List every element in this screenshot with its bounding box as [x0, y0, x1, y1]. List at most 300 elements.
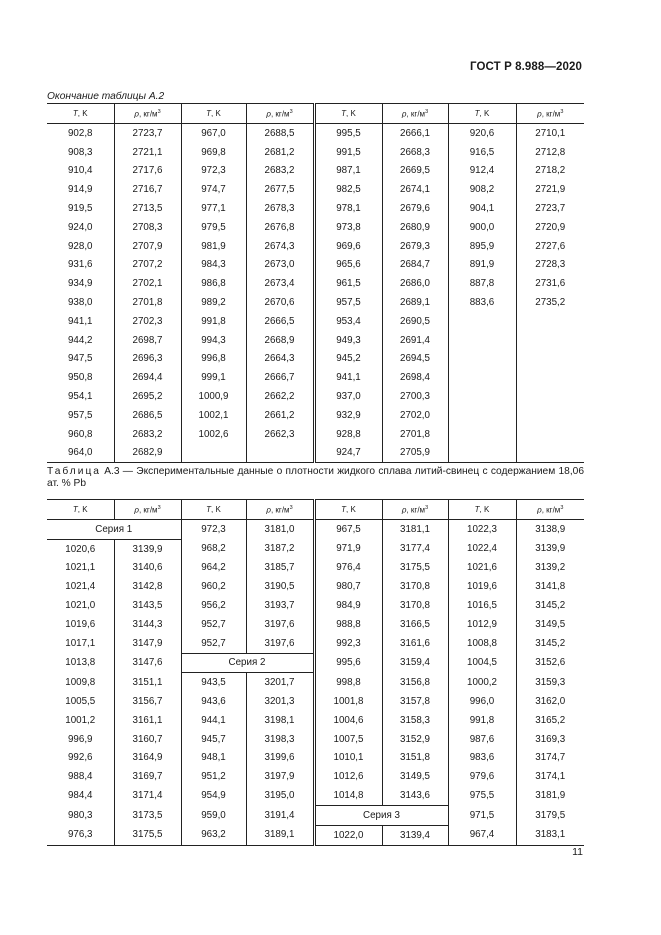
temperature-cell: 891,9 — [448, 256, 516, 275]
density-cell — [516, 387, 584, 406]
density-cell: 2680,9 — [382, 218, 448, 237]
density-unit: , кг/м — [138, 505, 158, 515]
temperature-cell: 1016,5 — [448, 596, 516, 615]
density-cell: 3143,5 — [114, 596, 181, 615]
temperature-cell: 947,5 — [67, 353, 93, 365]
temperature-cell: 1021,1 — [65, 562, 96, 574]
table-row — [47, 274, 584, 293]
density-cell: 2720,9 — [516, 218, 584, 237]
density-cell: 3161,6 — [382, 634, 448, 653]
density-cell: 3141,8 — [516, 577, 584, 596]
table-row — [47, 162, 584, 181]
temperature-cell: 908,2 — [448, 180, 516, 199]
density-symbol: ρ — [537, 505, 542, 515]
temperature-cell: 967,4 — [448, 825, 516, 845]
density-cell: 2713,5 — [114, 199, 181, 218]
density-cell: 2689,1 — [382, 293, 448, 312]
density-cell: 3191,4 — [246, 805, 314, 825]
density-cell: 3175,5 — [382, 559, 448, 578]
temperature-symbol: T — [474, 505, 480, 514]
density-cell: 3195,0 — [246, 786, 314, 805]
temperature-cell: 972,3 — [181, 520, 246, 540]
temperature-cell — [448, 406, 516, 425]
density-cell: 2661,2 — [246, 406, 314, 425]
temperature-cell: 992,6 — [67, 752, 93, 764]
temperature-cell: 980,3 — [67, 809, 93, 821]
density-cell: 3158,3 — [382, 711, 448, 730]
density-cell: 3139,2 — [516, 559, 584, 578]
density-cell: 2662,3 — [246, 425, 314, 444]
temperature-unit: , K — [346, 505, 356, 514]
density-symbol: ρ — [134, 505, 139, 515]
density-cell: 3152,9 — [382, 730, 448, 749]
temperature-cell: 988,4 — [67, 771, 93, 783]
table-row — [47, 673, 584, 692]
temperature-cell: 999,1 — [181, 368, 246, 387]
density-cell: 2674,1 — [382, 180, 448, 199]
density-cell: 2683,2 — [246, 162, 314, 181]
temperature-cell: 944,1 — [181, 711, 246, 730]
temperature-cell: 928,0 — [67, 240, 93, 252]
table-a3 — [47, 499, 584, 846]
table-row — [47, 805, 584, 825]
temperature-cell: 956,2 — [181, 596, 246, 615]
temperature-unit: , K — [346, 109, 356, 118]
density-cell: 3181,9 — [516, 786, 584, 805]
density-cell: 2686,5 — [114, 406, 181, 425]
table-row — [47, 653, 584, 673]
density-cell: 2662,2 — [246, 387, 314, 406]
density-cell: 2702,3 — [114, 312, 181, 331]
temperature-cell: 1001,2 — [65, 714, 96, 726]
density-cell: 2694,4 — [114, 368, 181, 387]
density-symbol: ρ — [401, 505, 407, 515]
density-symbol: ρ — [266, 109, 271, 119]
temperature-cell: 1021,4 — [65, 581, 96, 593]
temperature-cell: 937,0 — [314, 387, 382, 406]
density-cell — [246, 444, 314, 463]
density-symbol: ρ — [266, 505, 271, 515]
table-row — [47, 199, 584, 218]
density-cell: 2721,1 — [114, 143, 181, 162]
temperature-cell: 938,0 — [67, 297, 93, 309]
temperature-unit: , K — [479, 109, 490, 118]
density-cell: 2691,4 — [382, 331, 448, 350]
density-cell: 3193,7 — [246, 596, 314, 615]
temperature-cell: 967,0 — [181, 124, 246, 143]
density-cell: 2673,0 — [246, 256, 314, 275]
density-cell: 2696,3 — [114, 350, 181, 369]
temperature-cell: 991,5 — [314, 143, 382, 162]
temperature-cell: 988,8 — [314, 615, 382, 634]
temperature-cell: 981,9 — [181, 237, 246, 256]
density-cell: 2679,3 — [382, 237, 448, 256]
temperature-cell: 965,6 — [314, 256, 382, 275]
density-cell: 3197,6 — [246, 615, 314, 634]
temperature-cell: 991,8 — [448, 711, 516, 730]
temperature-cell: 1017,1 — [65, 637, 96, 649]
density-cell: 3165,2 — [516, 711, 584, 730]
temperature-cell: 928,8 — [314, 425, 382, 444]
density-unit-exponent: 3 — [289, 108, 293, 115]
density-cell: 3139,9 — [516, 539, 584, 558]
temperature-cell — [448, 444, 516, 463]
temperature-cell: 957,5 — [314, 293, 382, 312]
temperature-cell: 1012,9 — [448, 615, 516, 634]
temperature-cell: 986,8 — [181, 274, 246, 293]
temperature-cell: 996,8 — [181, 350, 246, 369]
temperature-cell: 1022,4 — [448, 539, 516, 558]
density-cell: 2681,2 — [246, 143, 314, 162]
density-unit-exponent: 3 — [157, 108, 161, 115]
temperature-unit: , K — [77, 505, 88, 514]
temperature-symbol: T — [474, 109, 480, 118]
density-cell: 2673,4 — [246, 274, 314, 293]
density-cell: 2698,7 — [114, 331, 181, 350]
column-header-temperature — [181, 104, 246, 124]
temperature-cell: 968,2 — [181, 539, 246, 558]
density-cell: 3171,4 — [114, 786, 181, 805]
table-row — [47, 368, 584, 387]
table-row — [47, 692, 584, 711]
temperature-cell: 945,7 — [181, 730, 246, 749]
density-cell: 3169,7 — [114, 767, 181, 786]
density-cell: 2666,5 — [246, 312, 314, 331]
density-cell: 2674,3 — [246, 237, 314, 256]
density-cell: 3152,6 — [516, 653, 584, 673]
temperature-cell: 987,6 — [448, 730, 516, 749]
table-a3-caption-lead: Таблица — [47, 466, 101, 477]
temperature-cell: 995,6 — [314, 653, 382, 673]
table-row — [47, 577, 584, 596]
density-unit-exponent: 3 — [560, 108, 564, 115]
temperature-cell: 949,3 — [314, 331, 382, 350]
density-cell: 2684,7 — [382, 256, 448, 275]
density-cell: 3164,9 — [114, 749, 181, 768]
temperature-cell: 980,7 — [314, 577, 382, 596]
density-unit: , кг/м — [541, 109, 561, 119]
table-row — [47, 520, 584, 540]
density-cell: 2664,3 — [246, 350, 314, 369]
temperature-cell: 948,1 — [181, 749, 246, 768]
temperature-cell: 982,5 — [314, 180, 382, 199]
density-cell: 3199,6 — [246, 749, 314, 768]
column-header-temperature — [314, 500, 382, 520]
table-row — [47, 596, 584, 615]
column-header-density — [382, 500, 448, 520]
table-a2-caption: Окончание таблицы А.2 — [47, 91, 165, 102]
density-cell: 3190,5 — [246, 577, 314, 596]
density-cell: 2694,5 — [382, 350, 448, 369]
temperature-cell: 977,1 — [181, 199, 246, 218]
density-cell: 3140,6 — [114, 559, 181, 578]
density-cell: 2707,9 — [114, 237, 181, 256]
table-a2 — [47, 103, 584, 463]
density-cell: 3198,1 — [246, 711, 314, 730]
temperature-cell — [181, 444, 246, 463]
density-cell: 2727,6 — [516, 237, 584, 256]
table-row — [47, 237, 584, 256]
density-cell: 2721,9 — [516, 180, 584, 199]
column-header-temperature — [448, 104, 516, 124]
temperature-cell: 900,0 — [448, 218, 516, 237]
density-cell — [516, 406, 584, 425]
temperature-cell: 983,6 — [448, 749, 516, 768]
temperature-cell: 996,0 — [448, 692, 516, 711]
temperature-cell: 1012,6 — [314, 767, 382, 786]
temperature-cell: 920,6 — [448, 124, 516, 143]
density-cell: 3189,1 — [246, 825, 314, 845]
temperature-symbol: T — [341, 505, 347, 514]
density-unit-exponent: 3 — [560, 504, 564, 511]
temperature-cell: 960,8 — [67, 428, 93, 440]
temperature-symbol: T — [341, 109, 347, 118]
density-cell: 2700,3 — [382, 387, 448, 406]
density-cell: 3183,1 — [516, 825, 584, 845]
temperature-cell: 1002,6 — [181, 425, 246, 444]
density-cell: 2668,3 — [382, 143, 448, 162]
density-cell: 2701,8 — [114, 293, 181, 312]
density-cell: 3177,4 — [382, 539, 448, 558]
temperature-cell: 954,1 — [67, 391, 93, 403]
density-cell: 2666,7 — [246, 368, 314, 387]
table-row — [47, 350, 584, 369]
temperature-cell: 1020,6 — [65, 543, 96, 555]
temperature-cell: 991,8 — [181, 312, 246, 331]
temperature-cell: 924,0 — [67, 221, 93, 233]
density-cell: 2695,2 — [114, 387, 181, 406]
temperature-cell: 919,5 — [67, 203, 93, 215]
table-row — [47, 711, 584, 730]
density-cell: 2708,3 — [114, 218, 181, 237]
temperature-cell: 943,6 — [181, 692, 246, 711]
temperature-cell: 969,6 — [314, 237, 382, 256]
density-cell: 3197,6 — [246, 634, 314, 653]
column-header-temperature — [314, 104, 382, 124]
density-cell: 3161,1 — [114, 711, 181, 730]
temperature-cell: 895,9 — [448, 237, 516, 256]
temperature-cell: 953,4 — [314, 312, 382, 331]
density-cell — [516, 444, 584, 463]
density-cell: 3185,7 — [246, 559, 314, 578]
density-cell: 3170,8 — [382, 596, 448, 615]
temperature-unit: , K — [479, 505, 490, 514]
density-cell: 2702,1 — [114, 274, 181, 293]
temperature-cell: 994,3 — [181, 331, 246, 350]
temperature-cell: 932,9 — [314, 406, 382, 425]
temperature-cell: 952,7 — [181, 615, 246, 634]
density-cell: 2705,9 — [382, 444, 448, 463]
document-code: ГОСТ Р 8.988—2020 — [470, 61, 582, 73]
density-cell: 3159,3 — [516, 673, 584, 692]
temperature-cell: 984,3 — [181, 256, 246, 275]
temperature-cell: 996,9 — [67, 733, 93, 745]
density-cell: 3138,9 — [516, 520, 584, 540]
temperature-cell: 967,5 — [314, 520, 382, 540]
density-cell: 2676,8 — [246, 218, 314, 237]
density-cell: 2686,0 — [382, 274, 448, 293]
density-cell: 3157,8 — [382, 692, 448, 711]
temperature-cell: 950,8 — [67, 372, 93, 384]
density-cell: 2716,7 — [114, 180, 181, 199]
temperature-cell: 1021,0 — [65, 600, 96, 612]
density-cell — [516, 368, 584, 387]
table-row — [47, 124, 584, 143]
table-row — [47, 615, 584, 634]
density-cell: 2717,6 — [114, 162, 181, 181]
density-cell: 2669,5 — [382, 162, 448, 181]
temperature-cell: 912,4 — [448, 162, 516, 181]
density-cell: 3187,2 — [246, 539, 314, 558]
density-unit-exponent: 3 — [425, 504, 429, 511]
column-header-temperature — [448, 500, 516, 520]
table-a3-caption — [47, 466, 584, 490]
temperature-cell: 976,3 — [47, 825, 114, 845]
column-header-temperature — [47, 104, 114, 124]
table-row — [47, 143, 584, 162]
temperature-cell — [448, 312, 516, 331]
density-cell: 2707,2 — [114, 256, 181, 275]
column-header-density — [516, 500, 584, 520]
table-row — [47, 767, 584, 786]
table-a2-body — [47, 124, 584, 463]
temperature-cell: 1000,2 — [448, 673, 516, 692]
table-a3-caption-text: А.3 — Экспериментальные данные о плотности жидкого сплава литий-свинец с содержанием 18,06 ат. % Pb — [47, 466, 584, 489]
temperature-cell — [448, 368, 516, 387]
temperature-cell: 951,2 — [181, 767, 246, 786]
temperature-cell: 975,5 — [448, 786, 516, 805]
temperature-cell: 1004,5 — [448, 653, 516, 673]
temperature-cell: 957,5 — [67, 409, 93, 421]
temperature-cell: 1007,5 — [314, 730, 382, 749]
density-cell: 3166,5 — [382, 615, 448, 634]
column-header-density — [246, 104, 314, 124]
density-cell: 3181,0 — [246, 520, 314, 540]
density-cell: 2677,5 — [246, 180, 314, 199]
page-number: 11 — [572, 846, 583, 858]
table-row — [47, 786, 584, 805]
temperature-cell: 954,9 — [181, 786, 246, 805]
temperature-cell: 1000,9 — [181, 387, 246, 406]
density-cell: 2702,0 — [382, 406, 448, 425]
temperature-cell: 989,2 — [181, 293, 246, 312]
temperature-cell: 941,1 — [314, 368, 382, 387]
density-unit-exponent: 3 — [157, 504, 161, 511]
temperature-cell: 1008,8 — [448, 634, 516, 653]
temperature-cell: 904,1 — [448, 199, 516, 218]
temperature-cell: 945,2 — [314, 350, 382, 369]
table-row — [47, 634, 584, 653]
density-unit: , кг/м — [270, 109, 290, 119]
table-row — [47, 256, 584, 275]
density-cell: 3145,2 — [516, 634, 584, 653]
density-unit: , кг/м — [270, 505, 290, 515]
temperature-cell: 971,9 — [314, 539, 382, 558]
density-cell: 3149,5 — [382, 767, 448, 786]
density-cell: 3149,5 — [516, 615, 584, 634]
temperature-cell: 914,9 — [67, 184, 93, 196]
density-cell: 3144,3 — [114, 615, 181, 634]
series-2-label: Серия 2 — [181, 653, 314, 673]
table-row — [47, 218, 584, 237]
column-header-density — [114, 500, 181, 520]
density-cell: 2698,4 — [382, 368, 448, 387]
temperature-cell: 964,0 — [47, 444, 114, 463]
temperature-cell: 960,2 — [181, 577, 246, 596]
table-row — [47, 730, 584, 749]
temperature-cell: 952,7 — [181, 634, 246, 653]
temperature-cell: 961,5 — [314, 274, 382, 293]
temperature-cell: 978,1 — [314, 199, 382, 218]
column-header-temperature — [47, 500, 114, 520]
table-row — [47, 387, 584, 406]
temperature-symbol: T — [206, 505, 212, 514]
density-cell: 2690,5 — [382, 312, 448, 331]
column-header-density — [382, 104, 448, 124]
column-header-temperature — [181, 500, 246, 520]
density-cell: 3181,1 — [382, 520, 448, 540]
temperature-cell: 976,4 — [314, 559, 382, 578]
temperature-cell: 1021,6 — [448, 559, 516, 578]
table-row — [47, 539, 584, 558]
density-cell — [516, 312, 584, 331]
table-row — [47, 312, 584, 331]
temperature-cell: 963,2 — [181, 825, 246, 845]
table-a3-header — [47, 500, 584, 520]
temperature-cell: 1019,6 — [448, 577, 516, 596]
temperature-cell: 1019,6 — [65, 618, 96, 630]
table-row — [47, 559, 584, 578]
temperature-cell: 974,7 — [181, 180, 246, 199]
density-cell: 2718,2 — [516, 162, 584, 181]
series-3-label: Серия 3 — [314, 805, 448, 825]
density-unit: , кг/м — [138, 109, 158, 119]
temperature-symbol: T — [72, 109, 78, 118]
table-a2-header — [47, 104, 584, 124]
density-unit-exponent: 3 — [289, 504, 293, 511]
density-cell: 2670,6 — [246, 293, 314, 312]
density-cell: 3179,5 — [516, 805, 584, 825]
density-unit: , кг/м — [541, 505, 561, 515]
density-cell — [516, 350, 584, 369]
density-cell — [516, 331, 584, 350]
temperature-cell: 1022,3 — [448, 520, 516, 540]
density-cell: 2728,3 — [516, 256, 584, 275]
temperature-cell — [448, 387, 516, 406]
table-row — [47, 825, 584, 845]
density-unit-exponent: 3 — [425, 108, 429, 115]
density-cell: 3151,8 — [382, 749, 448, 768]
density-cell: 3159,4 — [382, 653, 448, 673]
density-cell: 3170,8 — [382, 577, 448, 596]
temperature-cell: 992,3 — [314, 634, 382, 653]
temperature-cell: 971,5 — [448, 805, 516, 825]
density-cell: 2731,6 — [516, 274, 584, 293]
density-cell: 3198,3 — [246, 730, 314, 749]
table-row — [47, 180, 584, 199]
density-cell: 3201,7 — [246, 673, 314, 692]
density-cell: 3147,9 — [114, 634, 181, 653]
density-cell: 2668,9 — [246, 331, 314, 350]
temperature-cell — [448, 425, 516, 444]
temperature-cell: 969,8 — [181, 143, 246, 162]
density-cell: 2735,2 — [516, 293, 584, 312]
density-symbol: ρ — [537, 109, 542, 119]
temperature-cell: 959,0 — [181, 805, 246, 825]
temperature-cell: 964,2 — [181, 559, 246, 578]
density-cell: 3139,4 — [382, 825, 448, 845]
density-cell: 2710,1 — [516, 124, 584, 143]
